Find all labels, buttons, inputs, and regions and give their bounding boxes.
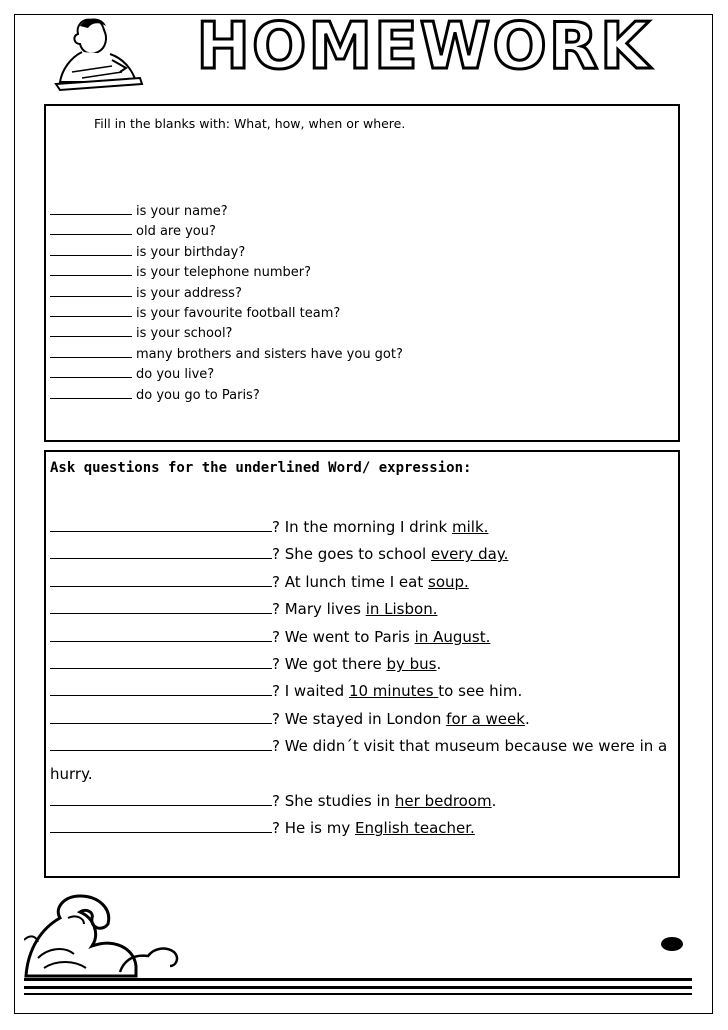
- blank-line[interactable]: [50, 243, 132, 256]
- list-item: ? We went to Paris in August.: [50, 624, 680, 651]
- blank-line[interactable]: [50, 654, 272, 669]
- blank-line[interactable]: [50, 736, 272, 751]
- black-dot-icon: [661, 937, 683, 951]
- underlined-text: for a week: [446, 709, 525, 728]
- blank-line[interactable]: [50, 386, 132, 399]
- list-item: ? Mary lives in Lisbon.: [50, 596, 680, 623]
- exercise2-instruction: Ask questions for the underlined Word/ expression:: [50, 460, 472, 476]
- underlined-text: her bedroom: [394, 792, 492, 811]
- blank-line[interactable]: [50, 818, 272, 833]
- list-item: do you go to Paris?: [50, 386, 403, 406]
- list-item: is your school?: [50, 324, 403, 344]
- list-item: is your address?: [50, 284, 403, 304]
- list-item: ? She goes to school every day.: [50, 541, 680, 568]
- exercise1-list: [50, 202, 403, 406]
- list-item: old are you?: [50, 222, 403, 242]
- blank-line[interactable]: [50, 202, 132, 215]
- list-item: is your telephone number?: [50, 263, 403, 283]
- page-title: HOMEWORK: [196, 10, 652, 84]
- underlined-text: by bus: [386, 655, 437, 674]
- blank-line[interactable]: [50, 627, 272, 642]
- blank-line[interactable]: [50, 263, 132, 276]
- list-item: is your birthday?: [50, 243, 403, 263]
- exercise1-box: [44, 104, 680, 442]
- blank-line[interactable]: [50, 284, 132, 297]
- list-item: ? We didn´t visit that museum because we were in a hurry.: [50, 737, 668, 783]
- underlined-text: milk.: [452, 518, 489, 536]
- blank-line[interactable]: [50, 681, 272, 696]
- list-item: ? I waited 10 minutes to see him.: [50, 678, 680, 705]
- blank-line[interactable]: [50, 324, 132, 337]
- underlined-text: English teacher.: [355, 819, 475, 838]
- blank-line[interactable]: [50, 345, 132, 358]
- blank-line[interactable]: [50, 517, 272, 532]
- underlined-text: every day.: [430, 545, 509, 564]
- list-item: ? He is my English teacher.: [50, 815, 680, 842]
- list-item: ? In the morning I drink milk.: [50, 514, 680, 541]
- underlined-text: 10 minutes: [348, 682, 439, 701]
- list-item: ? We stayed in London for a week.: [50, 706, 680, 733]
- list-item: many brothers and sisters have you got?: [50, 345, 403, 365]
- blank-line[interactable]: [50, 791, 272, 806]
- list-item: ? At lunch time I eat soup.: [50, 569, 680, 596]
- underlined-text: in Lisbon.: [365, 600, 438, 619]
- ocean-wave-icon: [24, 888, 724, 1000]
- list-item: ? We got there by bus.: [50, 651, 680, 678]
- exercise1-instruction: Fill in the blanks with: What, how, when or where.: [94, 116, 406, 131]
- list-item: do you live?: [50, 365, 403, 385]
- blank-line[interactable]: [50, 544, 272, 559]
- list-item: is your favourite football team?: [50, 304, 403, 324]
- list-item: ? She studies in her bedroom.: [50, 788, 680, 815]
- list-item: is your name?: [50, 202, 403, 222]
- underlined-text: soup.: [428, 572, 469, 591]
- blank-line[interactable]: [50, 572, 272, 587]
- exercise2-list: [50, 514, 680, 843]
- blank-line[interactable]: [50, 222, 132, 235]
- blank-line[interactable]: [50, 304, 132, 317]
- exercise2-box: [44, 450, 680, 878]
- underlined-text: in August.: [414, 627, 491, 646]
- blank-line[interactable]: [50, 599, 272, 614]
- blank-line[interactable]: [50, 365, 132, 378]
- blank-line[interactable]: [50, 709, 272, 724]
